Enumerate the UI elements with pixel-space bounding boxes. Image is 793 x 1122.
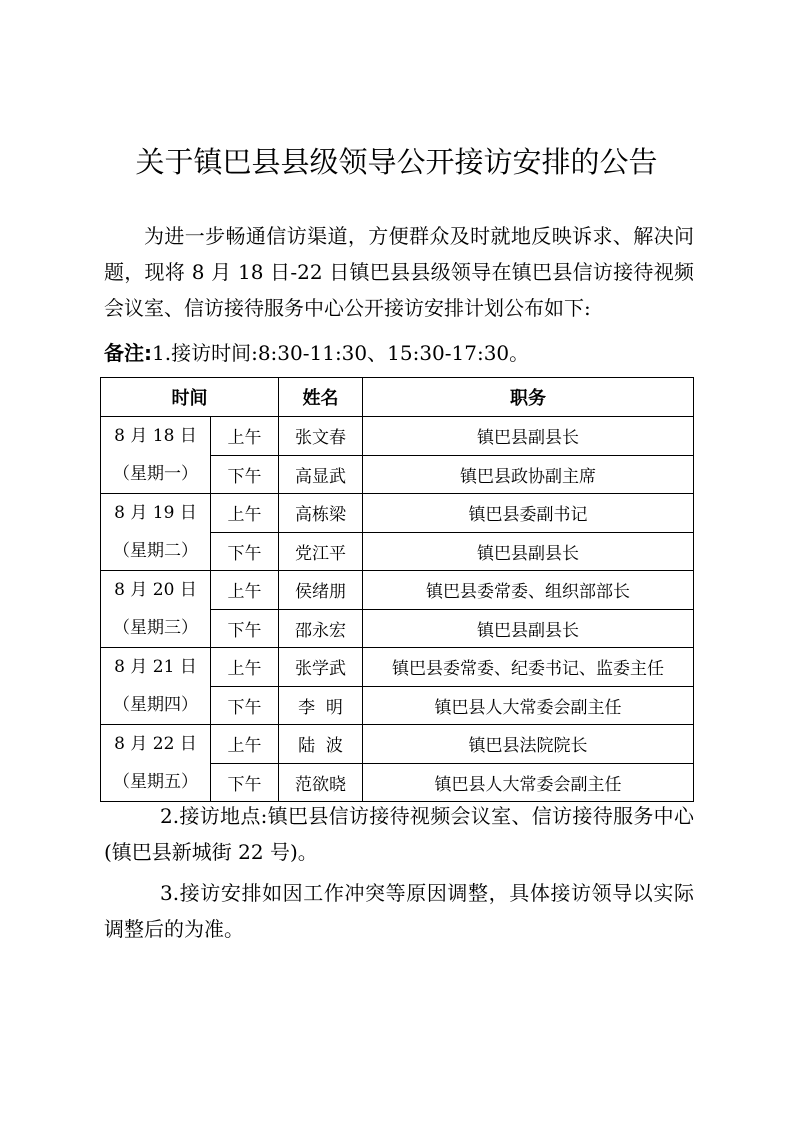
table-row <box>101 725 694 764</box>
leader-name: 李 明 <box>279 686 363 725</box>
header-time: 时间 <box>101 378 279 417</box>
date-cell <box>101 571 211 648</box>
leader-name: 高栋梁 <box>279 494 363 533</box>
leader-name: 张文春 <box>279 417 363 456</box>
leader-duty: 镇巴县政协副主席 <box>363 455 694 494</box>
leader-duty: 镇巴县委副书记 <box>363 494 694 533</box>
note-text: 1.接访时间:8:30-11:30、15:30-17:30。 <box>152 341 530 365</box>
date-text: 8 月 18 日 <box>114 426 197 446</box>
leader-duty: 镇巴县法院院长 <box>363 725 694 764</box>
table-row <box>101 648 694 687</box>
period-am: 上午 <box>211 494 279 533</box>
leader-name: 高显武 <box>279 455 363 494</box>
date-cell <box>101 494 211 571</box>
date-text: 8 月 22 日 <box>114 734 197 754</box>
leader-duty: 镇巴县副县长 <box>363 532 694 571</box>
leader-duty: 镇巴县委常委、纪委书记、监委主任 <box>363 648 694 687</box>
period-am: 上午 <box>211 648 279 687</box>
leader-name: 陆 波 <box>279 725 363 764</box>
weekday-text: （星期三） <box>113 618 198 638</box>
period-am: 上午 <box>211 725 279 764</box>
intro-paragraph: 为进一步畅通信访渠道，方便群众及时就地反映诉求、解决问题，现将 8 月 18 日-22 日镇巴县县级领导在镇巴县信访接待视频会议室、信访接待服务中心公开接访安排计划公布如下: <box>104 224 694 320</box>
leader-duty: 镇巴县人大常委会副主任 <box>363 763 694 802</box>
table-row <box>101 417 694 456</box>
date-text: 8 月 19 日 <box>114 503 197 523</box>
period-am: 上午 <box>211 417 279 456</box>
note-line <box>104 335 529 371</box>
leader-name: 范欲晓 <box>279 763 363 802</box>
table-row <box>101 571 694 610</box>
table-header-row <box>101 378 694 417</box>
weekday-text: （星期五） <box>113 772 198 792</box>
date-cell <box>101 417 211 494</box>
leader-duty: 镇巴县副县长 <box>363 417 694 456</box>
table-row <box>101 494 694 533</box>
item-adjustment: 3.接访安排如因工作冲突等原因调整，具体接访领导以实际调整后的为准。 <box>104 881 694 941</box>
page-title: 关于镇巴县县级领导公开接访安排的公告 <box>135 145 658 179</box>
header-name: 姓名 <box>279 378 363 417</box>
weekday-text: （星期一） <box>113 464 198 484</box>
period-pm: 下午 <box>211 532 279 571</box>
weekday-text: （星期二） <box>113 541 198 561</box>
period-pm: 下午 <box>211 763 279 802</box>
period-pm: 下午 <box>211 686 279 725</box>
schedule-table <box>100 377 694 802</box>
item-location: 2.接访地点:镇巴县信访接待视频会议室、信访接待服务中心(镇巴县新城街 22 号)。 <box>104 804 694 864</box>
note-label: 备注: <box>104 341 152 365</box>
leader-name: 邵永宏 <box>279 609 363 648</box>
leader-duty: 镇巴县副县长 <box>363 609 694 648</box>
leader-name: 侯绪朋 <box>279 571 363 610</box>
date-text: 8 月 21 日 <box>114 657 197 677</box>
period-pm: 下午 <box>211 609 279 648</box>
header-duty: 职务 <box>363 378 694 417</box>
period-am: 上午 <box>211 571 279 610</box>
leader-duty: 镇巴县委常委、组织部部长 <box>363 571 694 610</box>
weekday-text: （星期四） <box>113 695 198 715</box>
leader-name: 张学武 <box>279 648 363 687</box>
date-cell <box>101 725 211 802</box>
leader-name: 党江平 <box>279 532 363 571</box>
leader-duty: 镇巴县人大常委会副主任 <box>363 686 694 725</box>
date-cell <box>101 648 211 725</box>
date-text: 8 月 20 日 <box>114 580 197 600</box>
period-pm: 下午 <box>211 455 279 494</box>
